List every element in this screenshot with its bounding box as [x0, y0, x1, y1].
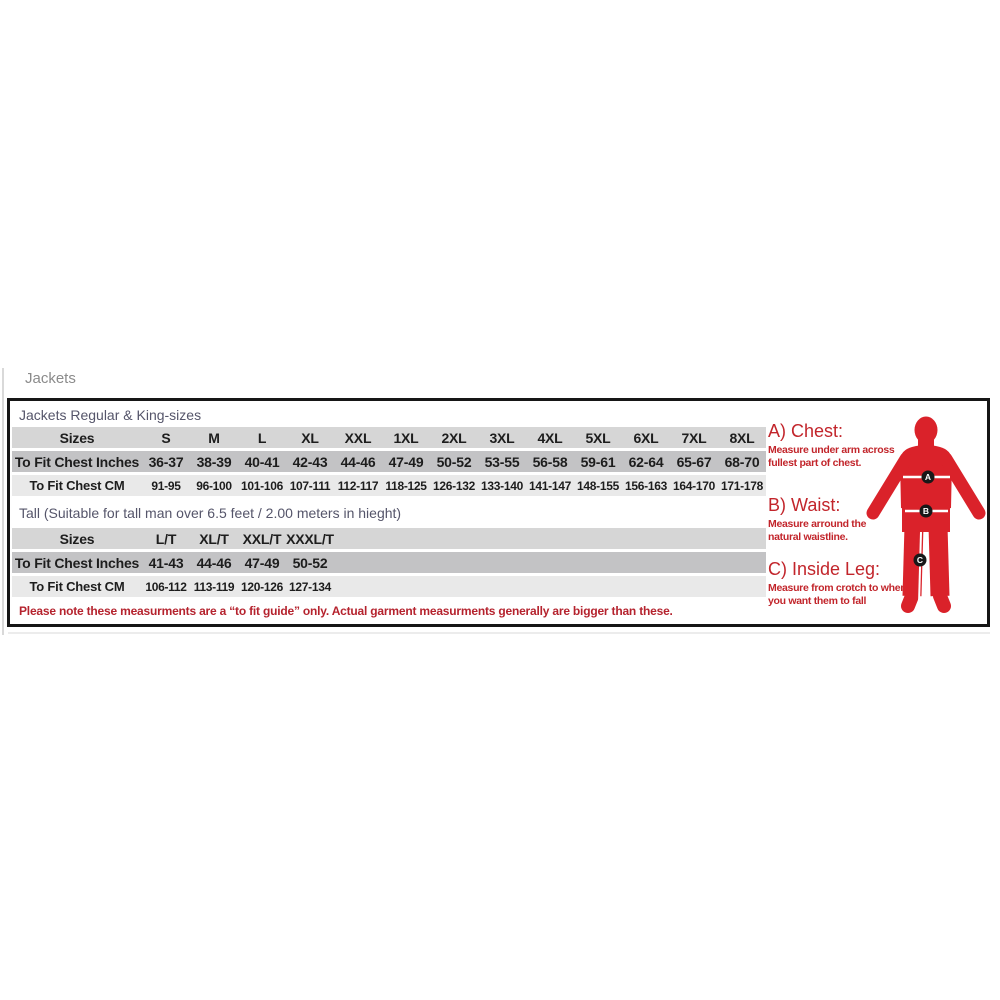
value-cell: 47-49 [238, 552, 286, 573]
table-row-sizes [12, 427, 766, 448]
fit-guide-note: Please note these measurments are a “to fit guide” only. Actual garment measurments generally are bigger than these. [19, 604, 673, 618]
value-cell: 50-52 [430, 451, 478, 472]
instruction-chest-heading: A) Chest: [768, 421, 844, 441]
size-cell: XXXL/T [286, 528, 334, 549]
value-cell: 156-163 [622, 475, 670, 496]
value-cell: 112-117 [334, 475, 382, 496]
size-cell: L/T [142, 528, 190, 549]
size-cell: 4XL [526, 427, 574, 448]
page-edge-divider [2, 368, 4, 635]
size-cell: M [190, 427, 238, 448]
value-cell: 126-132 [430, 475, 478, 496]
tall-section-title: Tall (Suitable for tall man over 6.5 feet / 2.00 meters in hieght) [19, 505, 402, 521]
size-cell: 1XL [382, 427, 430, 448]
figure-right-leg [938, 526, 940, 596]
size-cell: 7XL [670, 427, 718, 448]
row-label: To Fit Chest CM [12, 576, 142, 597]
instruction-waist-line: natural waistline. [768, 531, 848, 543]
value-cell: 171-178 [718, 475, 766, 496]
figure-left-foot [908, 596, 912, 606]
size-cell: L [238, 427, 286, 448]
size-chart-box [7, 398, 990, 627]
body-measurement-figure [860, 414, 990, 614]
row-label: Sizes [12, 427, 142, 448]
value-cell: 47-49 [382, 451, 430, 472]
value-cell: 38-39 [190, 451, 238, 472]
row-label: To Fit Chest Inches [12, 451, 142, 472]
value-cell: 50-52 [286, 552, 334, 573]
value-cell: 127-134 [286, 576, 334, 597]
value-cell: 148-155 [574, 475, 622, 496]
value-cell: 164-170 [670, 475, 718, 496]
size-chart-title: Jackets Regular & King-sizes [19, 407, 202, 423]
size-cell: XXL [334, 427, 382, 448]
size-cell: XL/T [190, 528, 238, 549]
instruction-inside-leg-line: you want them to fall [768, 595, 867, 607]
value-cell: 53-55 [478, 451, 526, 472]
instruction-chest-line: Measure under arm across [768, 444, 895, 456]
size-cell: 2XL [430, 427, 478, 448]
value-cell: 106-112 [142, 576, 190, 597]
size-cell: XXL/T [238, 528, 286, 549]
row-label: To Fit Chest CM [12, 475, 142, 496]
value-cell: 120-126 [238, 576, 286, 597]
instruction-waist-line: Measure arround the [768, 518, 867, 530]
value-cell: 59-61 [574, 451, 622, 472]
marker-a-label: A [924, 472, 932, 482]
value-cell: 68-70 [718, 451, 766, 472]
value-cell: 65-67 [670, 451, 718, 472]
value-cell: 133-140 [478, 475, 526, 496]
value-cell: 36-37 [142, 451, 190, 472]
figure-right-foot [940, 596, 944, 606]
size-cell: XL [286, 427, 334, 448]
value-cell: 41-43 [142, 552, 190, 573]
size-cell: 8XL [718, 427, 766, 448]
size-cell: 3XL [478, 427, 526, 448]
value-cell: 96-100 [190, 475, 238, 496]
value-cell: 107-111 [286, 475, 334, 496]
size-cell: 5XL [574, 427, 622, 448]
regular-sizes-table [12, 424, 766, 499]
value-cell: 113-119 [190, 576, 238, 597]
instruction-waist [768, 495, 866, 544]
table-row-chest-inches [12, 552, 766, 573]
value-cell: 44-46 [190, 552, 238, 573]
size-cell: S [142, 427, 190, 448]
value-cell: 62-64 [622, 451, 670, 472]
value-cell: 101-106 [238, 475, 286, 496]
instruction-inside-leg-heading: C) Inside Leg: [768, 559, 881, 579]
page-title: Jackets [25, 370, 76, 387]
table-row-sizes [12, 528, 766, 549]
value-cell: 91-95 [142, 475, 190, 496]
instruction-waist-heading: B) Waist: [768, 495, 841, 515]
value-cell: 56-58 [526, 451, 574, 472]
value-cell: 141-147 [526, 475, 574, 496]
marker-b-label: B [922, 506, 930, 516]
size-cell: 6XL [622, 427, 670, 448]
instruction-chest-line: fullest part of chest. [768, 457, 862, 469]
instruction-inside-leg-line: Measure from crotch to where [768, 582, 910, 594]
value-cell: 44-46 [334, 451, 382, 472]
bottom-divider [8, 632, 990, 634]
value-cell: 42-43 [286, 451, 334, 472]
table-row-chest-cm [12, 475, 766, 496]
table-row-chest-inches [12, 451, 766, 472]
value-cell: 118-125 [382, 475, 430, 496]
row-label: To Fit Chest Inches [12, 552, 142, 573]
row-label: Sizes [12, 528, 142, 549]
value-cell: 40-41 [238, 451, 286, 472]
table-row-chest-cm [12, 576, 766, 597]
tall-sizes-table [12, 525, 766, 600]
marker-c-label: C [916, 555, 924, 565]
